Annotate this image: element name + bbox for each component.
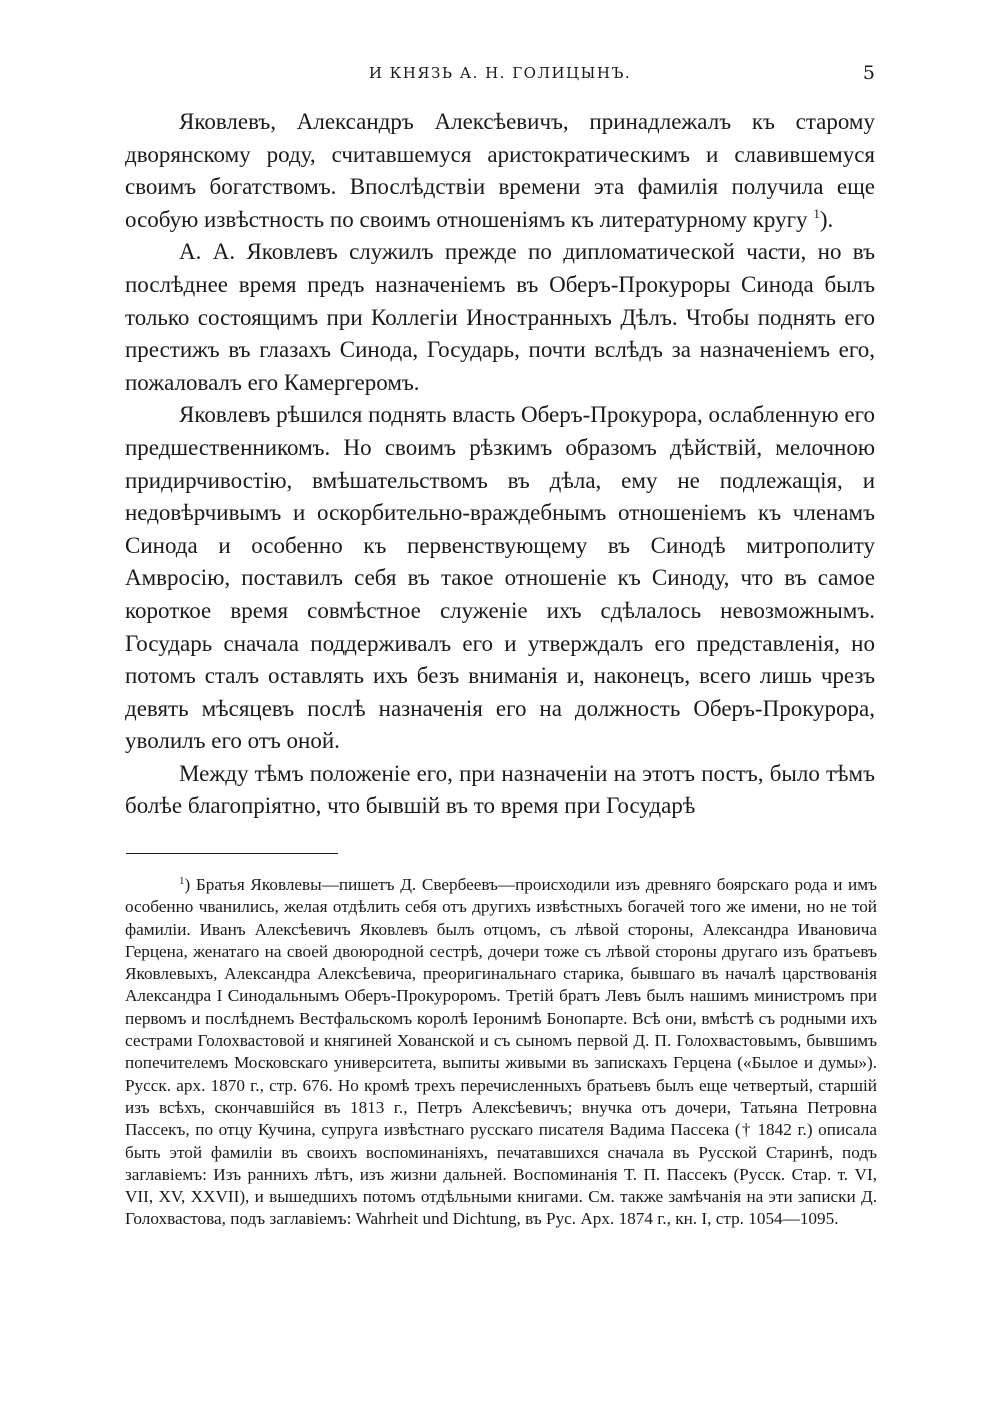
- paragraph-tail: ).: [819, 206, 834, 232]
- running-title: И КНЯЗЬ А. Н. ГОЛИЦЫНЪ.: [368, 64, 632, 82]
- footnote-marker: 1: [179, 875, 185, 887]
- footnote-text: ) Братья Яковлевы—пишетъ Д. Свербеевъ—происходили изъ древняго боярскаго рода и имъ особенно чванились, желая отдѣлить себя отъ другихъ извѣстныхъ богачей того же имени, но не той фамиліи. Иванъ Алексѣевичъ Яковлевъ былъ отцомъ, съ лѣвой стороны, Александра Ивановича Герцена, женатаго на своей двоюродной сестрѣ, дочери тоже съ лѣвой стороны другаго изъ братьевъ Яковлевыхъ, Александра Алексѣевича, преоригинальнаго старика, бывшаго въ началѣ царствованія Александра I Синодальнымъ Оберъ-Прокуроромъ. Третій братъ Левъ былъ нашимъ министромъ при первомъ и послѣднемъ Вестфальскомъ королѣ Іеронимѣ Бонопарте. Всѣ они, вмѣстѣ съ родными ихъ сестрами Голохвастовой и княгиней Хованской и съ сыномъ первой Д. П. Голохвастовымъ, бывшимъ попечителемъ Московскаго университета, выпиты живыми въ запискахъ Герцена («Былое и думы»). Русск. арх. 1870 г., стр. 676. Но кромѣ трехъ перечисленныхъ братьевъ былъ еще четвертый, старшій изъ всѣхъ, скончавшійся въ 1813 г., Петръ Алексѣевичъ; внучка отъ дочери, Татьяна Петровна Пассекъ, по отцу Кучина, супруга извѣстнаго русскаго писателя Вадима Пассека († 1842 г.) описала быть этой фамиліи въ своихъ воспоминаніяхъ, печатавшихся сначала въ Русской Старинѣ, подъ заглавіемъ: Изъ раннихъ лѣтъ, изъ жизни дальней. Воспоминанія Т. П. Пассекъ (Русск. Стар. т. VI, VII, XV, XXVII), и вышедшихъ потомъ отдѣльными книгами. См. также замѣчанія на эти записки Д. Голохвастова, подъ заглавіемъ: Wahrheit und Dichtung, въ Рус. Арх. 1874 г., кн. I, стр. 1054—1095.: [125, 875, 877, 1229]
- paragraph: Между тѣмъ положеніе его, при назначеніи на этотъ постъ, было тѣмъ болѣе благопріятно, что бывшій въ то время при Государѣ: [125, 760, 875, 819]
- paragraph: А. А. Яковлевъ служилъ прежде по дипломатической части, но въ послѣднее время предъ назначеніемъ въ Оберъ-Прокуроры Синода былъ только состоящимъ при Коллегіи Иностранныхъ Дѣлъ. Чтобы поднять его престижъ въ глазахъ Синода, Государь, почти вслѣдъ за назначеніемъ его, пожаловалъ его Камергеромъ.: [125, 239, 875, 395]
- paragraph-text: Яковлевъ, Александръ Алексѣевичъ, принадлежалъ къ старому дворянскому роду, считавшемуся аристократическимъ и славившемуся своимъ богатствомъ. Впослѣдствіи времени эта фамилія получила еще особую извѣстность по своимъ отношеніямъ къ литературному кругу: [125, 109, 875, 232]
- footnote-divider: [126, 853, 338, 854]
- paragraph: [125, 106, 875, 236]
- footnote: [125, 874, 877, 1231]
- footnote-reference[interactable]: 1: [813, 205, 820, 221]
- paragraph: Яковлевъ рѣшился поднять власть Оберъ-Прокурора, ослабленную его предшественникомъ. Но своимъ рѣзкимъ образомъ дѣйствій, мелочною придирчивостію, вмѣшательствомъ въ дѣла, ему не подлежащія, и недовѣрчивымъ и оскорбительно-враждебнымъ отношеніемъ къ членамъ Синода и особенно къ первенствующему въ Синодѣ митрополиту Амвросію, поставилъ себя въ такое отношеніе къ Синоду, что въ самое короткое время совмѣстное служеніе ихъ сдѣлалось невозможнымъ. Государь сначала поддерживалъ его и утверждалъ его представленія, но потомъ сталъ оставлять ихъ безъ вниманія и, наконецъ, всего лишь чрезъ девять мѣсяцевъ послѣ назначенія его на должность Оберъ-Прокурора, уволилъ его отъ оной.: [125, 402, 875, 754]
- page-number: 5: [862, 62, 875, 84]
- running-head: [125, 60, 875, 86]
- main-text: [125, 106, 875, 823]
